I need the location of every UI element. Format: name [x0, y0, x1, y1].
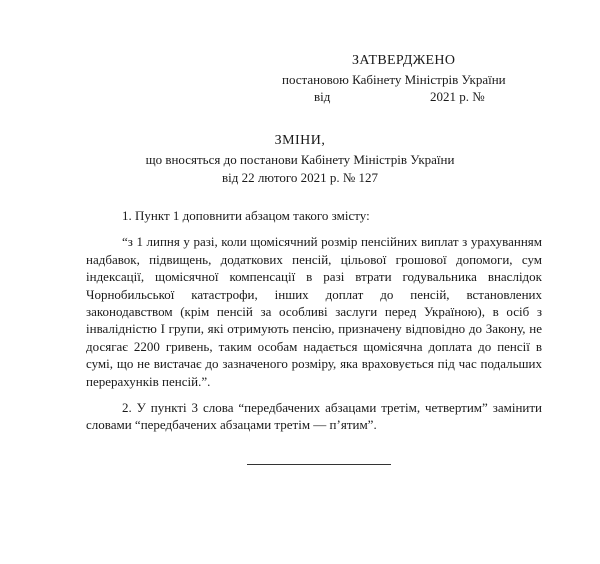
item-1-quote: “з 1 липня у разі, коли щомісячний розмір пенсійних виплат з урахуванням надбавок, підвищень, додаткових пенсій, цільової грошової допомоги, сум індексації, щомісячної компенсації в разі втрати годувальника внаслідок Чорнобильської катастрофи, інших доплат до пенсій, встановлених законодавством (крім пенсій за особливі заслуги перед Україною), в осіб з інвалідністю I групи, які отримують пенсію, призначену відповідно до Закону, не досягає 2200 гривень, таким особам надається щомісячна доплата до пенсії в сумі, що не вистачає до зазначеного розміру, яка враховується під час подальших перерахунків пенсій.”. [86, 234, 542, 389]
document-body [86, 207, 542, 434]
approval-stamp [280, 52, 560, 105]
title-line-2: від 22 лютого 2021 р. № 127 [221, 170, 379, 185]
approval-from-label: від [314, 89, 331, 104]
item-1-intro: 1. Пункт 1 доповнити абзацом такого змісту: [122, 208, 370, 223]
title-heading: ЗМІНИ, [274, 133, 326, 148]
title-line-1: що вносяться до постанови Кабінету Міністрів України [145, 152, 455, 167]
approval-year-label: 2021 р. № [430, 89, 485, 104]
item-2: 2. У пункті 3 слова “передбачених абзацами третім, четвертим” замінити словами “передбачених абзацами третім — п’ятим”. [86, 400, 542, 433]
closing-separator-line [247, 464, 391, 465]
approval-by: постановою Кабінету Міністрів України [282, 72, 506, 87]
document-title [0, 132, 600, 187]
approval-date-line [280, 88, 560, 105]
approval-heading: ЗАТВЕРДЖЕНО [352, 53, 456, 68]
